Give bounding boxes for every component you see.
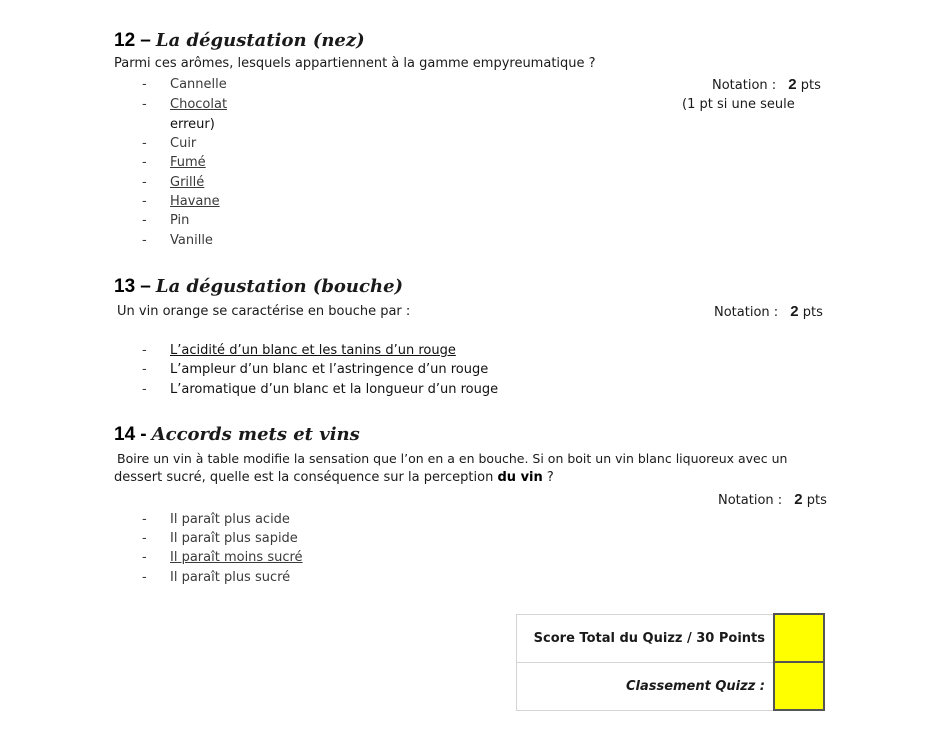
q12-option-pin: Pin (170, 213, 190, 228)
option-dash: - (142, 362, 147, 377)
score-rank-box[interactable] (774, 662, 824, 710)
option-dash: - (142, 570, 147, 585)
option-dash: - (142, 213, 147, 228)
q12-number: 12 (114, 30, 136, 51)
q13-option-2: L’ampleur d’un blanc et l’astringence d’un rouge (170, 362, 489, 377)
score-total-box[interactable] (774, 614, 824, 662)
q14-dash: - (140, 424, 147, 445)
q13-notation (714, 303, 823, 320)
q12-option-chocolat: Chocolat (170, 97, 228, 112)
q12-option-havane: Havane (170, 194, 220, 209)
q13-heading (114, 276, 403, 298)
score-rank-row (517, 662, 825, 710)
option-dash: - (142, 512, 147, 527)
q14-option-3: Il paraît moins sucré (170, 550, 303, 565)
q14-option-4: Il paraît plus sucré (170, 570, 291, 585)
q12-notation-label: Notation : (712, 78, 777, 93)
q13-number: 13 (114, 276, 136, 297)
score-rank-label: Classement Quizz : (517, 662, 775, 710)
q12-note-a: (1 pt si une seule (682, 97, 795, 112)
q14-question-bold: du vin (497, 470, 543, 485)
q12-option-cuir: Cuir (170, 136, 197, 151)
q14-heading (114, 424, 360, 446)
q12-title: La dégustation (nez) (155, 30, 365, 51)
q13-title: La dégustation (bouche) (155, 276, 404, 297)
option-dash: - (142, 194, 147, 209)
q13-dash: – (140, 276, 151, 297)
option-dash: - (142, 233, 147, 248)
option-dash: - (142, 382, 147, 397)
q14-question-end: ? (546, 470, 554, 485)
option-dash: - (142, 77, 147, 92)
q14-number: 14 (114, 424, 136, 445)
q13-option-1: L’acidité d’un blanc et les tanins d’un rouge (170, 343, 456, 358)
q12-notation (712, 76, 821, 93)
option-dash: - (142, 97, 147, 112)
q13-pts-unit: pts (802, 305, 823, 320)
q14-option-1: Il paraît plus acide (170, 512, 290, 527)
q14-question-line2 (114, 470, 554, 485)
score-total-label: Score Total du Quizz / 30 Points (517, 614, 775, 662)
q14-notation-label: Notation : (718, 493, 783, 508)
q13-notation-label: Notation : (714, 305, 779, 320)
q12-option-cannelle: Cannelle (170, 77, 227, 92)
option-dash: - (142, 175, 147, 190)
q14-option-2: Il paraît plus sapide (170, 531, 298, 546)
q14-notation (718, 491, 827, 508)
q13-question: Un vin orange se caractérise en bouche par : (117, 304, 411, 319)
q14-title: Accords mets et vins (151, 424, 360, 445)
q12-note-b: erreur) (170, 117, 215, 132)
q12-option-grille: Grillé (170, 175, 205, 190)
q12-option-fume: Fumé (170, 155, 206, 170)
q14-pts-unit: pts (806, 493, 827, 508)
q13-option-3: L’aromatique d’un blanc et la longueur d’un rouge (170, 382, 499, 397)
q12-option-vanille: Vanille (170, 233, 213, 248)
option-dash: - (142, 550, 147, 565)
q14-points: 2 (794, 491, 803, 508)
option-dash: - (142, 155, 147, 170)
q13-points: 2 (790, 303, 799, 320)
score-table (516, 613, 825, 711)
q12-dash: – (140, 30, 151, 51)
q12-question: Parmi ces arômes, lesquels appartiennent à la gamme empyreumatique ? (114, 56, 596, 71)
score-total-row (517, 614, 825, 662)
option-dash: - (142, 343, 147, 358)
q14-question-line1: Boire un vin à table modifie la sensation que l’on en a en bouche. Si on boit un vin blanc liquoreux avec un (117, 451, 788, 466)
q12-heading (114, 30, 365, 52)
option-dash: - (142, 136, 147, 151)
q14-question-text: dessert sucré, quelle est la conséquence sur la perception (114, 470, 494, 485)
option-dash: - (142, 531, 147, 546)
q12-points: 2 (788, 76, 797, 93)
q12-pts-unit: pts (800, 78, 821, 93)
